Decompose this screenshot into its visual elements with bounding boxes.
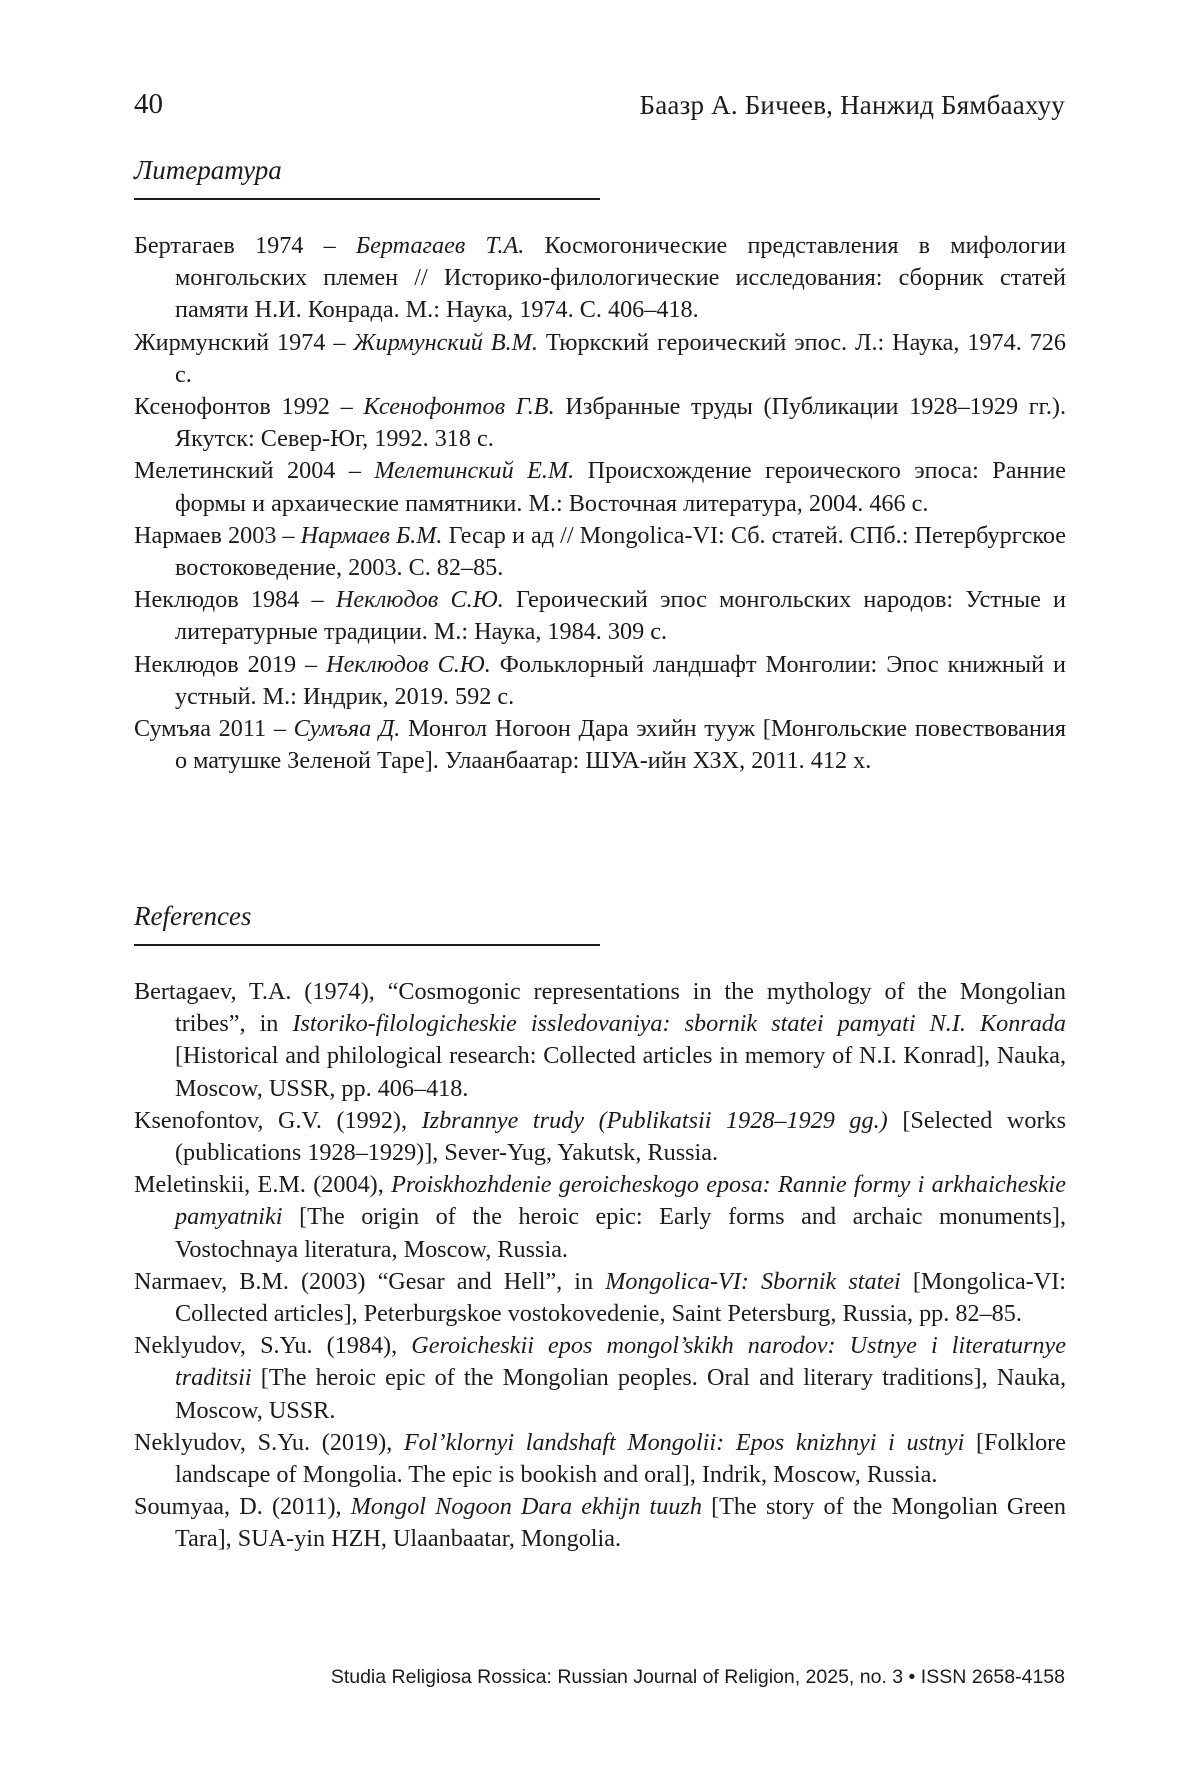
entry-rest: Космогонические представления в мифологии монгольских племен // Историко-филологические исследования: сборник статей памяти Н.И. Конрада. М.: Наука, 1974. С. 406–418. [175,232,1066,324]
entry-lead: Neklyudov, S.Yu. (2019), [134,1428,404,1456]
entry-rest: [Mongolica-VI: Collected articles], Peterburgskoe vostokovedenie, Saint Petersburg, Russia, pp. 82–85. [175,1267,1066,1328]
literatura-section [134,152,1066,777]
entry-author: Мелетинский Е.М. [374,457,575,485]
entry-author: Неклюдов С.Ю. [335,586,504,614]
literatura-list [134,230,1066,777]
reference-entry [134,1266,1066,1330]
reference-entry [134,1330,1066,1427]
reference-entry [134,1169,1066,1266]
reference-entry [134,1491,1066,1555]
journal-footer: Studia Religiosa Rossica: Russian Journal of Religion, 2025, no. 3 • ISSN 2658-4158 [330,1666,1065,1688]
entry-rest: [Selected works (publications 1928–1929)], Sever-Yug, Yakutsk, Russia. [175,1106,1067,1167]
entry-title: Proiskhozhdenie geroicheskogo eposa: Rannie formy i arkhaicheskie pamyatniki [175,1171,1066,1231]
entry-rest: Монгол Ногоон Дара эхийн тууж [Монгольские повествования о матушке Зеленой Таре]. Улаанбаатар: ШУА-ийн ХЗХ, 2011. 412 х. [175,715,1066,775]
entry-author: Жирмунский В.М. [353,328,538,356]
entry-title: Fol’klornyi landshaft Mongolii: Epos knizhnyi i ustnyi [403,1428,965,1456]
entry-rest: [The story of the Mongolian Green Tara], SUA-yin HZH, Ulaanbaatar, Mongolia. [175,1493,1066,1553]
entry-lead: Narmaev, B.M. (2003) “Gesar and Hell”, in [134,1267,606,1295]
entry-rest: [The origin of the heroic epic: Early forms and archaic monuments], Vostochnaya literatura, Moscow, Russia. [175,1203,1066,1263]
entry-lead: Ksenofontov, G.V. (1992), [134,1106,422,1134]
bibliography-entry [134,713,1066,777]
entry-rest: Тюркский героический эпос. Л.: Наука, 1974. 726 с. [175,328,1066,388]
entry-author: Бертагаев Т.А. [355,232,525,259]
entry-lead: Bertagaev, T.A. (1974), “Cosmogonic representations in the mythology of the Mongolian tribes”, in [134,978,1066,1038]
entry-rest: Происхождение героического эпоса: Ранние формы и архаические памятники. М.: Восточная литература, 2004. 466 с. [175,457,1066,517]
reference-entry [134,1105,1066,1169]
references-list [134,976,1066,1556]
entry-rest: Героический эпос монгольских народов: Устные и литературные традиции. М.: Наука, 1984. 309 с. [175,586,1066,646]
entry-lead: Бертагаев 1974 – [134,232,356,259]
bibliography-entry [134,649,1066,713]
entry-author: Неклюдов С.Ю. [326,650,491,678]
running-header-authors: Баазр А. Бичеев, Нанжид Бямбаахуу [639,90,1065,120]
entry-rest: [Historical and philological research: Collected articles in memory of N.I. Konrad], Nauka, Moscow, USSR, pp. 406–418. [175,1042,1066,1102]
entry-title: Mongol Nogoon Dara ekhijn tuuzh [350,1493,702,1521]
entry-lead: Жирмунский 1974 – [134,328,354,356]
entry-lead: Soumyaa, D. (2011), [134,1493,351,1521]
reference-entry [134,976,1066,1105]
entry-lead: Сумъяа 2011 – [134,715,294,743]
entry-rest: Избранные труды (Публикации 1928–1929 гг.). Якутск: Север-Юг, 1992. 318 с. [175,393,1067,453]
entry-rest: [The heroic epic of the Mongolian peoples. Oral and literary traditions], Nauka, Moscow, USSR. [175,1364,1066,1424]
page-number: 40 [134,88,163,120]
references-section [134,898,1066,1556]
entry-rest: Фольклорный ландшафт Монголии: Эпос книжный и устный. М.: Индрик, 2019. 592 с. [175,650,1067,710]
bibliography-entry [134,230,1066,327]
entry-title: Izbrannye trudy (Publikatsii 1928–1929 gg.) [421,1106,888,1134]
entry-lead: Мелетинский 2004 – [134,457,375,485]
entry-title: Geroicheskii epos mongol’skikh narodov: Ustnye i literaturnye traditsii [175,1332,1066,1392]
entry-author: Нармаев Б.М. [300,521,443,549]
entry-rest: Гесар и ад // Mongolica-VI: Сб. статей. СПб.: Петербургское востоковедение, 2003. С. 82–85. [175,521,1066,582]
bibliography-entry [134,584,1066,648]
entry-lead: Neklyudov, S.Yu. (1984), [134,1332,412,1360]
reference-entry [134,1427,1066,1491]
entry-title: Istoriko-filologicheskie issledovaniya: sbornik statei pamyati N.I. Konrada [292,1010,1066,1038]
entry-lead: Meletinskii, E.M. (2004), [134,1171,392,1199]
references-heading: References [134,898,600,946]
entry-author: Сумъяа Д. [293,715,401,743]
bibliography-entry [134,327,1066,391]
entry-lead: Ксенофонтов 1992 – [134,393,364,421]
entry-lead: Неклюдов 1984 – [134,586,336,614]
bibliography-entry [134,391,1066,455]
entry-lead: Неклюдов 2019 – [134,650,327,678]
literatura-heading: Литература [134,152,600,200]
bibliography-entry [134,520,1066,584]
entry-title: Mongolica-VI: Sbornik statei [605,1267,901,1295]
entry-lead: Нармаев 2003 – [134,521,301,549]
entry-author: Ксенофонтов Г.В. [363,393,555,421]
bibliography-entry [134,455,1066,519]
entry-rest: [Folklore landscape of Mongolia. The epic is bookish and oral], Indrik, Moscow, Russia. [175,1428,1066,1489]
